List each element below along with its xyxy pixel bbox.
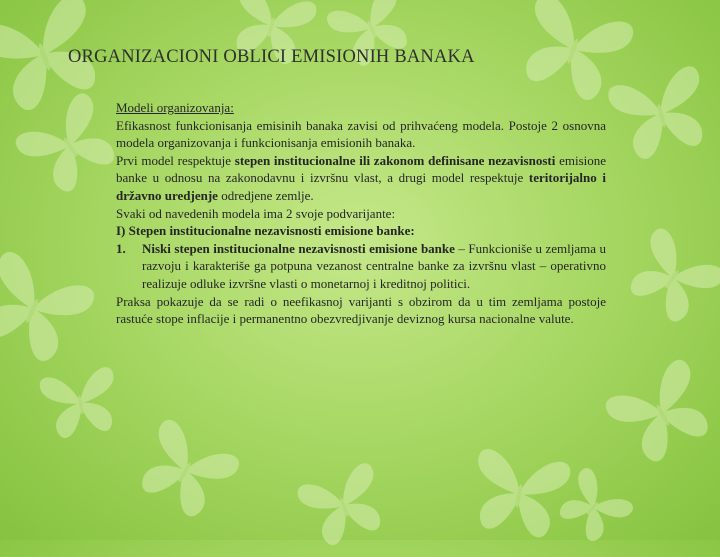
section-heading: I) Stepen institucionalne nezavisnosti emisione banke: xyxy=(116,223,415,239)
subtitle: Modeli organizovanja: xyxy=(116,100,234,115)
list-item-bold: Niski stepen institucionalne nezavisnosti emisione banke xyxy=(142,240,455,256)
butterfly-icon xyxy=(592,342,720,479)
paragraph-1: Efikasnost funkcionisanja emisinih banaka zavisi od prihvaćeng modela. Postoje 2 osnovna modela organizovanja i funkcionisanja emisionih banaka. xyxy=(116,117,606,151)
butterfly-icon xyxy=(288,448,397,557)
paragraph-2-bold-1: stepen institucionalne ili zakonom definisane nezavisnosti xyxy=(234,152,556,168)
list-item-number: 1. xyxy=(116,240,126,256)
slide-content xyxy=(116,99,606,328)
paragraph-2 xyxy=(116,152,606,205)
butterfly-icon xyxy=(612,212,720,337)
paragraph-2-part-3: odredjene zemlje. xyxy=(217,187,314,203)
slide-title: ORGANIZACIONI OBLICI EMISIONIH BANAKA xyxy=(68,47,475,67)
list-item-text: – Funkcioniše u zemljama u razvoju i karakteriše ga potpuna vezanost centralne banke za izvršnu vlast – operativno realizuje odluke izvršne vlasti o monetarnoj i kreditnoj politici. xyxy=(142,240,606,291)
list-item-body xyxy=(142,240,606,293)
paragraph-2-part-1: Prvi model respektuje xyxy=(116,152,235,168)
list-item xyxy=(116,240,606,293)
paragraph-2-part-2: emisione banke u odnosu na zakonodavnu i izvršnu vlast, a drugi model respektuje xyxy=(116,152,607,186)
paragraph-3: Svaki od navedenih modela ima 2 svoje podvarijante: xyxy=(116,205,396,221)
butterfly-icon xyxy=(34,354,127,447)
paragraph-2-bold-2: teritorijalno i državno uredjenje xyxy=(116,170,606,203)
butterfly-icon xyxy=(123,403,253,533)
paragraph-4: Praksa pokazuje da se radi o neefikasnoj varijanti s obzirom da u tim zemljama postoje rastuće stope inflacije i permanentno obezvredjivanje deviznog kursa nacionalne valute. xyxy=(116,293,606,327)
